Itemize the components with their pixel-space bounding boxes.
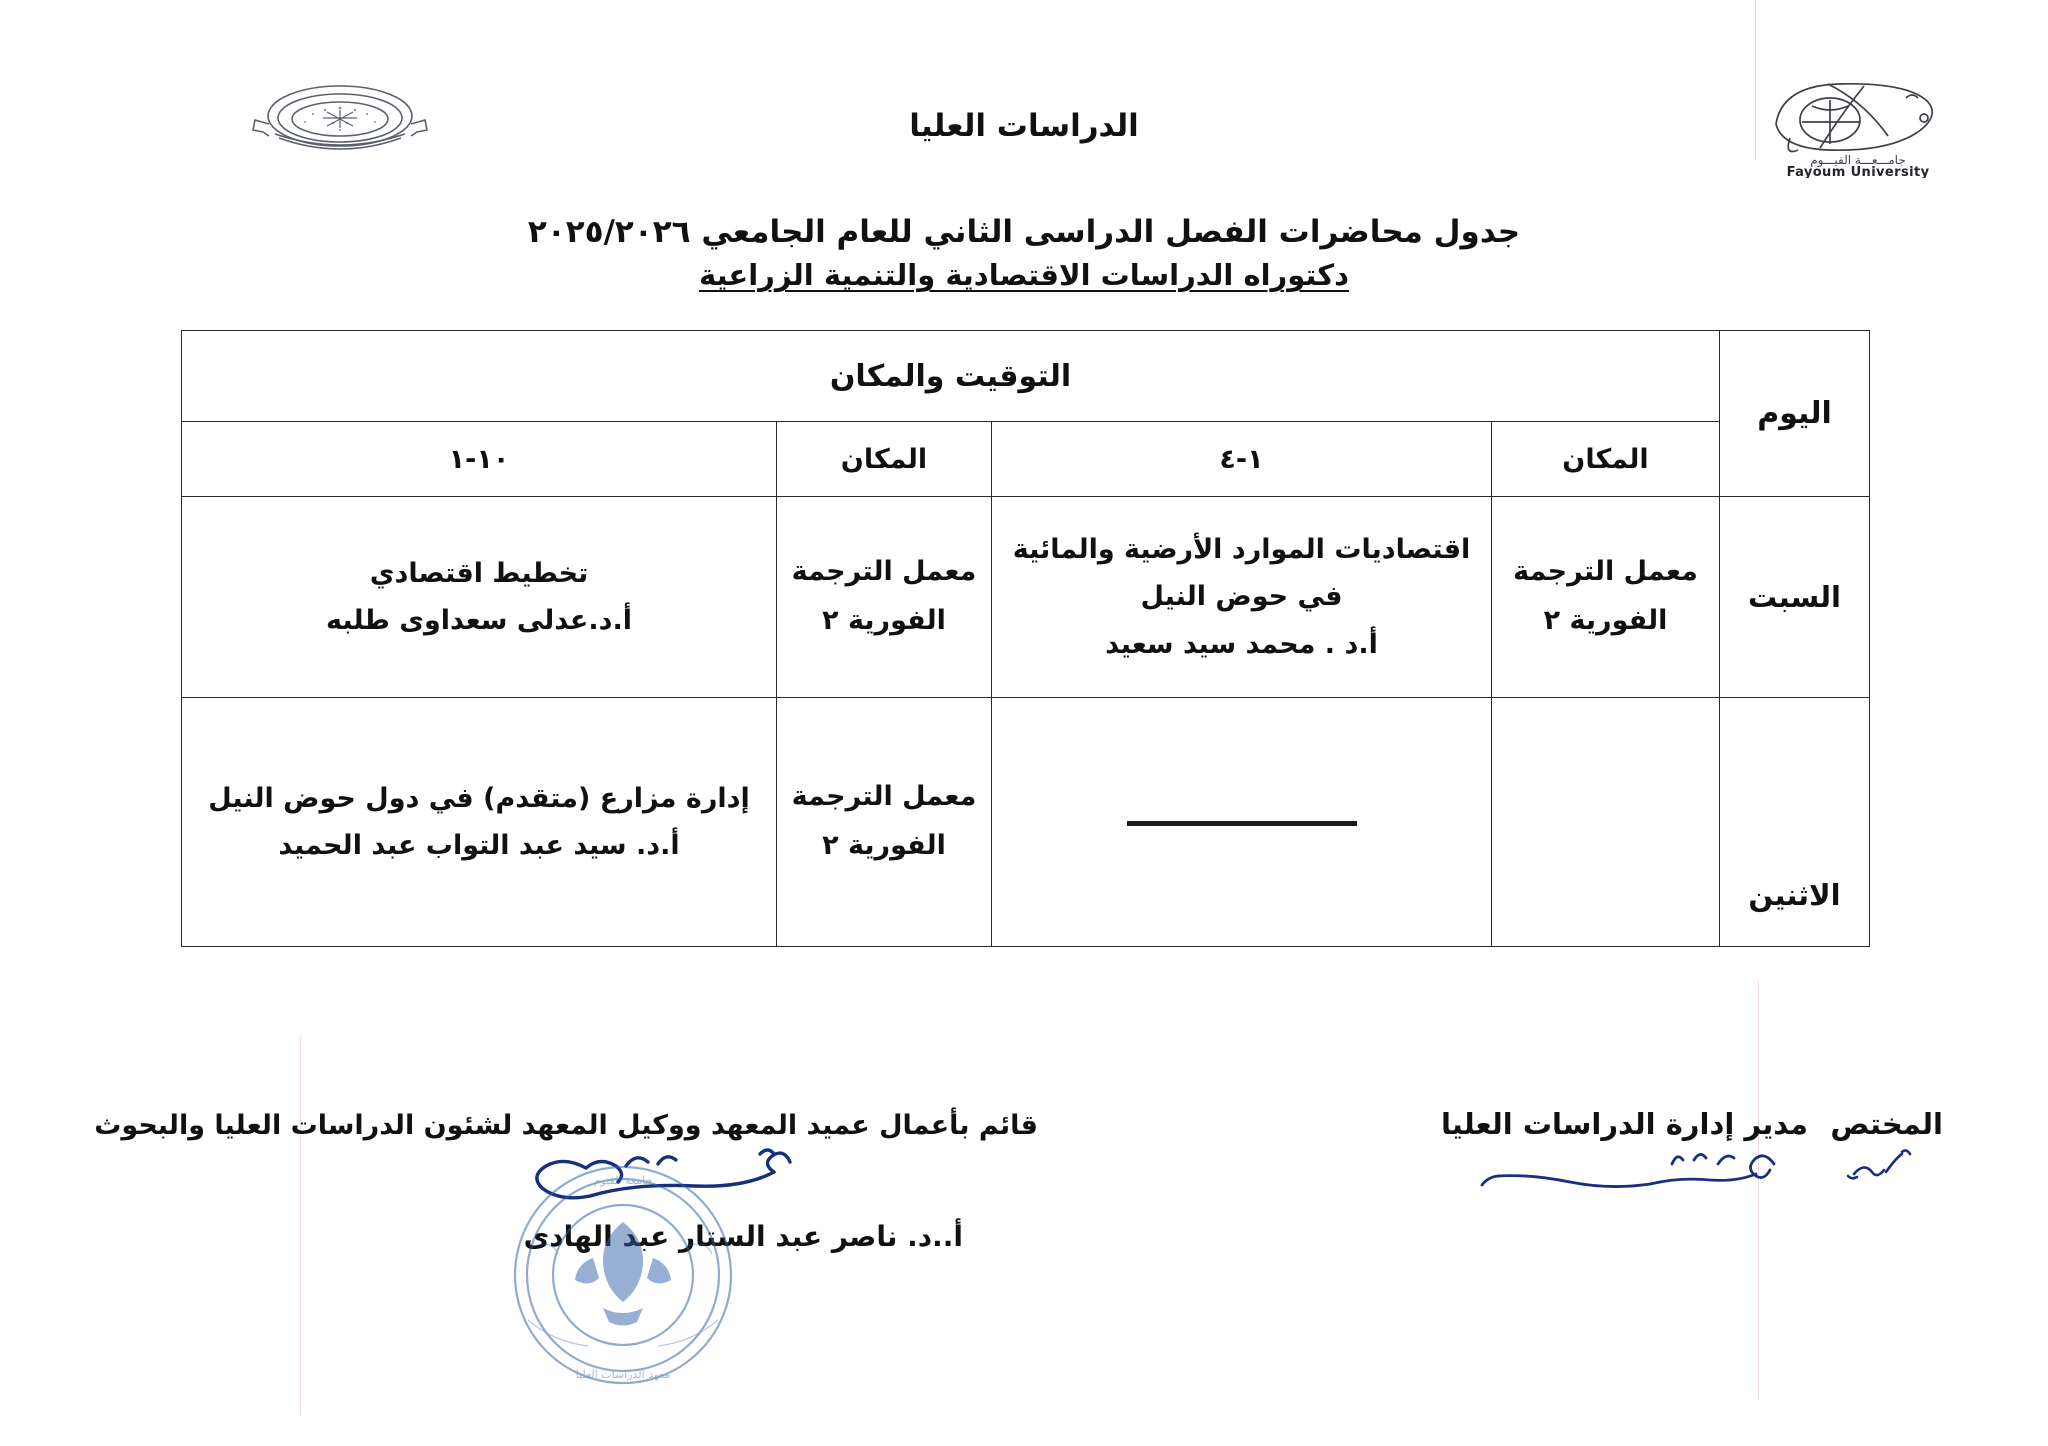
svg-text:جامـــعـــة الفيـــوم: جامـــعـــة الفيـــوم — [1810, 153, 1906, 167]
subheader-place-b: المكان — [777, 422, 992, 497]
specialist-signature — [1840, 1142, 1930, 1196]
course-instructor: أ.د.عدلى سعداوى طلبه — [326, 605, 632, 636]
monday-place-1-4-empty — [1492, 698, 1720, 947]
page-title: جدول محاضرات الفصل الدراسى الثاني للعام الجامعي ٢٠٢٥/٢٠٢٦ — [527, 214, 1521, 250]
place-line-1: معمل الترجمة — [791, 781, 977, 813]
place-line-1: معمل الترجمة — [791, 556, 977, 588]
monday-course-10-1 — [181, 698, 776, 947]
course-instructor: أ.د . محمد سيد سعيد — [1105, 628, 1378, 660]
table-subheader-row — [181, 422, 1869, 497]
fayoum-university-logo — [1768, 68, 1948, 178]
schedule-table — [181, 330, 1870, 947]
place-line-2: الفورية ٢ — [822, 605, 946, 636]
svg-text:جامعة الفيوم: جامعة الفيوم — [593, 1174, 653, 1187]
dean-label: قائم بأعمال عميد المعهد ووكيل المعهد لشئون الدراسات العليا والبحوث — [94, 1110, 1038, 1141]
place-line-2: الفورية ٢ — [1543, 605, 1668, 636]
course-title-line-2: في حوض النيل — [1140, 581, 1343, 613]
monday-course-1-4-empty — [992, 698, 1492, 947]
monday-place-10-1 — [777, 698, 992, 947]
table-header-row — [181, 331, 1869, 422]
place-line-2: الفورية ٢ — [822, 830, 946, 861]
svg-text:معهد الدراسات العليا: معهد الدراسات العليا — [575, 1368, 671, 1381]
svg-text:Fayoum University: Fayoum University — [1786, 165, 1930, 178]
specialist-label: المختص — [1830, 1107, 1943, 1141]
saturday-place-10-1 — [777, 497, 992, 698]
row-day-saturday: السبت — [1720, 497, 1870, 698]
document-header — [0, 0, 2048, 220]
page-subtitle-text: دكتوراه الدراسات الاقتصادية والتنمية الزراعية — [699, 258, 1349, 293]
subheader-time-1-4: ١-٤ — [992, 422, 1492, 497]
header-timing-and-place: التوقيت والمكان — [181, 331, 1719, 422]
graduate-studies-director-label: مدير إدارة الدراسات العليا — [1440, 1107, 1808, 1141]
course-instructor: أ.د. سيد عبد التواب عبد الحميد — [278, 830, 680, 861]
place-line-1: معمل الترجمة — [1513, 556, 1698, 588]
header-day: اليوم — [1720, 331, 1870, 497]
subheader-place-a: المكان — [1492, 422, 1720, 497]
course-title-line-1: اقتصاديات الموارد الأرضية والمائية — [1012, 534, 1471, 566]
dean-name: أ..د. ناصر عبد الستار عبد الهادى — [523, 1220, 963, 1253]
table-row — [181, 497, 1869, 698]
header-subtitle: الدراسات العليا — [909, 108, 1139, 144]
director-signature — [1456, 1138, 1786, 1212]
row-day-monday: الاثنين — [1720, 698, 1870, 947]
saturday-course-10-1 — [181, 497, 776, 698]
schedule-table-container — [182, 330, 1870, 947]
saturday-course-1-4 — [992, 497, 1492, 698]
document-footer — [0, 1090, 2048, 1446]
course-title: إدارة مزارع (متقدم) في دول حوض النيل — [208, 782, 750, 814]
saturday-place-1-4 — [1492, 497, 1720, 698]
subheader-time-10-1: ١٠-١ — [181, 422, 776, 497]
no-class-dash — [1127, 821, 1357, 826]
table-row — [181, 698, 1869, 947]
course-title: تخطيط اقتصادي — [369, 557, 589, 589]
page-subtitle — [0, 256, 2048, 295]
title-block — [0, 212, 2048, 295]
official-stamp-icon — [498, 1150, 748, 1404]
